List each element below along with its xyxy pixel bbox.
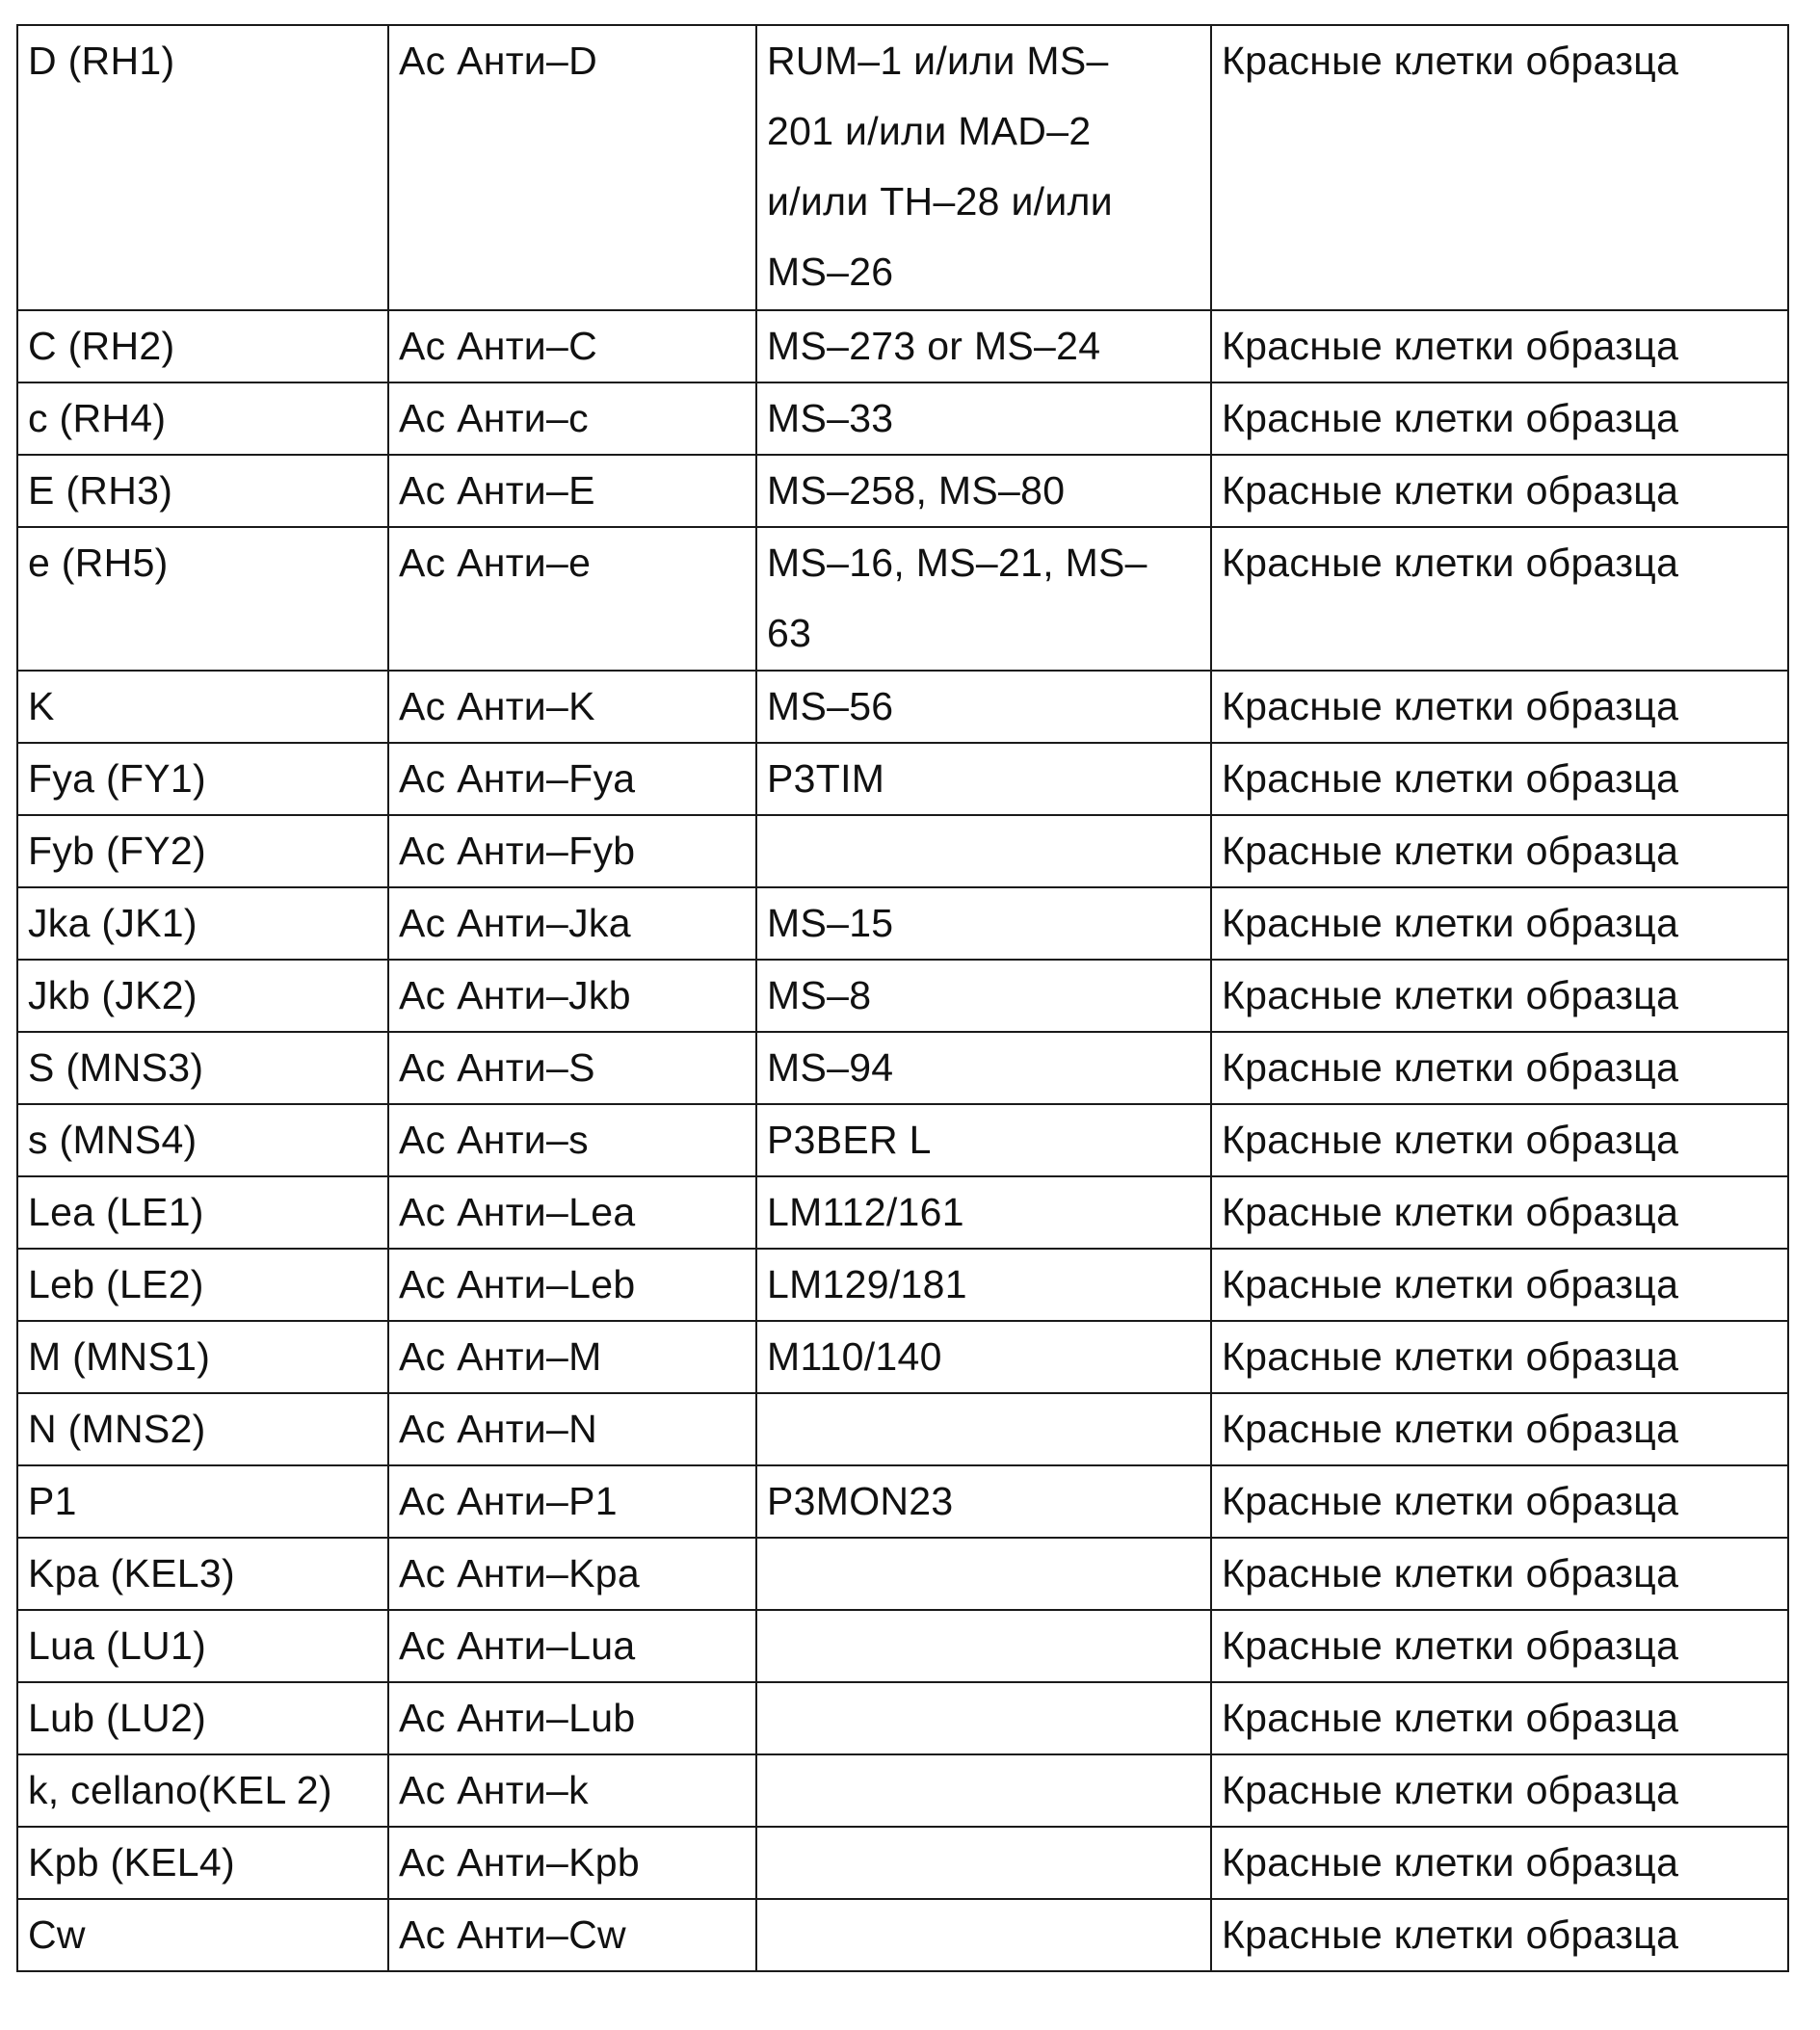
reagent-cell xyxy=(388,743,756,815)
antigen-label: Jkb (JK2) xyxy=(28,973,198,1017)
sample-label: Красные клетки образца xyxy=(1222,684,1679,728)
sample-cell xyxy=(1211,815,1788,887)
sample-cell xyxy=(1211,1032,1788,1104)
clone-cell xyxy=(756,815,1211,887)
antigen-label: K xyxy=(28,684,55,728)
sample-cell xyxy=(1211,382,1788,455)
reagent-label: Ac Анти–s xyxy=(399,1118,589,1162)
antigen-label: e (RH5) xyxy=(28,540,169,585)
reagent-cell xyxy=(388,1321,756,1393)
reagent-label: Ac Анти–e xyxy=(399,540,592,585)
sample-label: Красные клетки образца xyxy=(1222,39,1679,83)
sample-label: Красные клетки образца xyxy=(1222,1840,1679,1885)
reagent-cell xyxy=(388,1682,756,1754)
reagent-label: Ac Анти–Leb xyxy=(399,1262,636,1306)
sample-label: Красные клетки образца xyxy=(1222,540,1679,585)
reagent-cell xyxy=(388,1465,756,1538)
antigen-cell xyxy=(17,671,388,743)
antigen-cell xyxy=(17,455,388,527)
antigen-cell xyxy=(17,1899,388,1971)
clone-cell xyxy=(756,455,1211,527)
antigen-cell xyxy=(17,527,388,671)
sample-label: Красные клетки образца xyxy=(1222,1045,1679,1090)
clone-cell xyxy=(756,1610,1211,1682)
table-row xyxy=(17,1032,1788,1104)
table-row xyxy=(17,1827,1788,1899)
clone-cell xyxy=(756,1538,1211,1610)
antigen-cell xyxy=(17,1682,388,1754)
reagent-label: Ac Анти–c xyxy=(399,396,589,440)
antigen-cell xyxy=(17,743,388,815)
clone-line: MS–8 xyxy=(767,973,872,1017)
table-row xyxy=(17,960,1788,1032)
sample-cell xyxy=(1211,743,1788,815)
sample-cell xyxy=(1211,1682,1788,1754)
clone-cell xyxy=(756,1032,1211,1104)
sample-label: Красные клетки образца xyxy=(1222,1479,1679,1523)
clone-line: P3BER L xyxy=(767,1118,932,1162)
sample-cell xyxy=(1211,1610,1788,1682)
antigen-label: Jka (JK1) xyxy=(28,901,198,945)
antigen-cell xyxy=(17,815,388,887)
table-body xyxy=(17,25,1788,1971)
antigen-label: Kpb (KEL4) xyxy=(28,1840,235,1885)
table-row xyxy=(17,1754,1788,1827)
clone-cell xyxy=(756,1321,1211,1393)
sample-cell xyxy=(1211,1538,1788,1610)
sample-label: Красные клетки образца xyxy=(1222,1696,1679,1740)
antigen-label: P1 xyxy=(28,1479,77,1523)
sample-cell xyxy=(1211,671,1788,743)
antigen-label: Kpa (KEL3) xyxy=(28,1551,235,1595)
sample-cell xyxy=(1211,527,1788,671)
reagent-label: Ac Анти–Kpa xyxy=(399,1551,640,1595)
sample-label: Красные клетки образца xyxy=(1222,468,1679,513)
reagent-cell xyxy=(388,1032,756,1104)
sample-cell xyxy=(1211,887,1788,960)
clone-cell xyxy=(756,1104,1211,1176)
clone-line: 201 и/или MAD–2 xyxy=(767,109,1092,153)
antigen-cell xyxy=(17,1393,388,1465)
antigen-label: Lea (LE1) xyxy=(28,1190,204,1234)
reagent-label: Ac Анти–D xyxy=(399,39,598,83)
reagent-label: Ac Анти–Jka xyxy=(399,901,631,945)
table-row xyxy=(17,1465,1788,1538)
sample-cell xyxy=(1211,1321,1788,1393)
sample-cell xyxy=(1211,1754,1788,1827)
clone-cell xyxy=(756,1176,1211,1249)
sample-label: Красные клетки образца xyxy=(1222,1551,1679,1595)
antigen-cell xyxy=(17,382,388,455)
antigen-label: D (RH1) xyxy=(28,39,175,83)
reagent-label: Ac Анти–Kpb xyxy=(399,1840,640,1885)
clone-line: LM129/181 xyxy=(767,1262,967,1306)
antigen-label: s (MNS4) xyxy=(28,1118,198,1162)
table-row xyxy=(17,1682,1788,1754)
antigen-label: k, cellano(KEL 2) xyxy=(28,1768,332,1812)
sample-label: Красные клетки образца xyxy=(1222,1334,1679,1379)
clone-line: и/или TH–28 и/или xyxy=(767,179,1113,224)
clone-line: P3TIM xyxy=(767,756,885,801)
sample-label: Красные клетки образца xyxy=(1222,829,1679,873)
clone-line: MS–94 xyxy=(767,1045,894,1090)
antigen-cell xyxy=(17,1827,388,1899)
antigen-cell xyxy=(17,1032,388,1104)
antigen-label: c (RH4) xyxy=(28,396,167,440)
reagent-label: Ac Анти–P1 xyxy=(399,1479,618,1523)
clone-line: RUM–1 и/или MS– xyxy=(767,39,1109,83)
reagent-label: Ac Анти–Fya xyxy=(399,756,636,801)
reagent-cell xyxy=(388,1610,756,1682)
antigen-reagent-table xyxy=(16,24,1789,1972)
reagent-cell xyxy=(388,671,756,743)
sample-label: Красные клетки образца xyxy=(1222,1623,1679,1668)
reagent-cell xyxy=(388,1754,756,1827)
antigen-cell xyxy=(17,960,388,1032)
sample-cell xyxy=(1211,1465,1788,1538)
table-row xyxy=(17,1104,1788,1176)
reagent-label: Ac Анти–S xyxy=(399,1045,595,1090)
table-row xyxy=(17,455,1788,527)
sample-label: Красные клетки образца xyxy=(1222,1190,1679,1234)
antigen-label: S (MNS3) xyxy=(28,1045,204,1090)
sample-cell xyxy=(1211,1899,1788,1971)
reagent-label: Ac Анти–M xyxy=(399,1334,602,1379)
clone-cell xyxy=(756,310,1211,382)
antigen-cell xyxy=(17,310,388,382)
sample-cell xyxy=(1211,455,1788,527)
antigen-label: E (RH3) xyxy=(28,468,173,513)
antigen-label: N (MNS2) xyxy=(28,1407,206,1451)
antigen-cell xyxy=(17,1176,388,1249)
antigen-cell xyxy=(17,1104,388,1176)
sample-label: Красные клетки образца xyxy=(1222,1768,1679,1812)
clone-cell xyxy=(756,671,1211,743)
table-row xyxy=(17,743,1788,815)
reagent-cell xyxy=(388,310,756,382)
sample-cell xyxy=(1211,1249,1788,1321)
antigen-cell xyxy=(17,887,388,960)
table-row xyxy=(17,1176,1788,1249)
antigen-label: Leb (LE2) xyxy=(28,1262,204,1306)
table-row xyxy=(17,382,1788,455)
sample-cell xyxy=(1211,1393,1788,1465)
antigen-label: Lua (LU1) xyxy=(28,1623,207,1668)
reagent-cell xyxy=(388,455,756,527)
antigen-cell xyxy=(17,1610,388,1682)
reagent-cell xyxy=(388,1104,756,1176)
reagent-label: Ac Анти–E xyxy=(399,468,595,513)
reagent-cell xyxy=(388,1393,756,1465)
reagent-cell xyxy=(388,527,756,671)
reagent-cell xyxy=(388,1899,756,1971)
reagent-label: Ac Анти–K xyxy=(399,684,595,728)
sample-cell xyxy=(1211,1104,1788,1176)
clone-cell xyxy=(756,887,1211,960)
table-row xyxy=(17,1899,1788,1971)
reagent-label: Ac Анти–k xyxy=(399,1768,589,1812)
reagent-cell xyxy=(388,1538,756,1610)
table-row xyxy=(17,1321,1788,1393)
antigen-label: M (MNS1) xyxy=(28,1334,211,1379)
sample-label: Красные клетки образца xyxy=(1222,1262,1679,1306)
clone-cell xyxy=(756,743,1211,815)
table-row xyxy=(17,1610,1788,1682)
table-row xyxy=(17,1393,1788,1465)
clone-line: MS–16, MS–21, MS– xyxy=(767,540,1147,585)
antigen-cell xyxy=(17,1249,388,1321)
sample-label: Красные клетки образца xyxy=(1222,901,1679,945)
clone-line: MS–273 or MS–24 xyxy=(767,324,1101,368)
reagent-label: Ac Анти–Lub xyxy=(399,1696,636,1740)
antigen-label: Fya (FY1) xyxy=(28,756,206,801)
clone-line: P3MON23 xyxy=(767,1479,954,1523)
clone-line: MS–15 xyxy=(767,901,894,945)
clone-cell xyxy=(756,1899,1211,1971)
sample-cell xyxy=(1211,310,1788,382)
reagent-cell xyxy=(388,815,756,887)
antigen-label: Cw xyxy=(28,1912,86,1957)
reagent-cell xyxy=(388,960,756,1032)
clone-line: MS–258, MS–80 xyxy=(767,468,1066,513)
antigen-cell xyxy=(17,1465,388,1538)
sample-label: Красные клетки образца xyxy=(1222,1118,1679,1162)
reagent-label: Ac Анти–Lua xyxy=(399,1623,636,1668)
clone-cell xyxy=(756,960,1211,1032)
reagent-label: Ac Анти–N xyxy=(399,1407,598,1451)
clone-cell xyxy=(756,1465,1211,1538)
antigen-label: Fyb (FY2) xyxy=(28,829,206,873)
clone-cell xyxy=(756,1682,1211,1754)
reagent-cell xyxy=(388,1249,756,1321)
sample-label: Красные клетки образца xyxy=(1222,324,1679,368)
antigen-label: C (RH2) xyxy=(28,324,175,368)
reagent-label: Ac Анти–Fyb xyxy=(399,829,636,873)
table-row xyxy=(17,671,1788,743)
reagent-label: Ac Анти–Jkb xyxy=(399,973,631,1017)
reagent-cell xyxy=(388,1176,756,1249)
sample-cell xyxy=(1211,25,1788,310)
clone-cell xyxy=(756,382,1211,455)
antigen-label: Lub (LU2) xyxy=(28,1696,207,1740)
table-row xyxy=(17,1249,1788,1321)
table-row xyxy=(17,310,1788,382)
clone-line: MS–56 xyxy=(767,684,894,728)
table-row xyxy=(17,1538,1788,1610)
sample-label: Красные клетки образца xyxy=(1222,973,1679,1017)
clone-cell xyxy=(756,1249,1211,1321)
clone-cell xyxy=(756,1754,1211,1827)
reagent-label: Ac Анти–Cw xyxy=(399,1912,626,1957)
reagent-cell xyxy=(388,382,756,455)
table-row xyxy=(17,25,1788,310)
clone-line: 63 xyxy=(767,611,812,655)
table-row xyxy=(17,527,1788,671)
antigen-cell xyxy=(17,1754,388,1827)
reagent-label: Ac Анти–Lea xyxy=(399,1190,636,1234)
clone-cell xyxy=(756,1827,1211,1899)
sample-cell xyxy=(1211,1827,1788,1899)
clone-line: M110/140 xyxy=(767,1334,942,1379)
sample-label: Красные клетки образца xyxy=(1222,1407,1679,1451)
table-row xyxy=(17,887,1788,960)
antigen-cell xyxy=(17,25,388,310)
clone-line: LM112/161 xyxy=(767,1190,964,1234)
table-row xyxy=(17,815,1788,887)
sample-cell xyxy=(1211,960,1788,1032)
clone-cell xyxy=(756,527,1211,671)
clone-cell xyxy=(756,1393,1211,1465)
clone-cell xyxy=(756,25,1211,310)
antigen-cell xyxy=(17,1321,388,1393)
sample-label: Красные клетки образца xyxy=(1222,756,1679,801)
clone-line: MS–26 xyxy=(767,250,894,294)
antigen-cell xyxy=(17,1538,388,1610)
reagent-cell xyxy=(388,25,756,310)
reagent-cell xyxy=(388,1827,756,1899)
sample-label: Красные клетки образца xyxy=(1222,1912,1679,1957)
reagent-label: Ac Анти–C xyxy=(399,324,598,368)
reagent-cell xyxy=(388,887,756,960)
sample-label: Красные клетки образца xyxy=(1222,396,1679,440)
clone-line: MS–33 xyxy=(767,396,894,440)
sample-cell xyxy=(1211,1176,1788,1249)
